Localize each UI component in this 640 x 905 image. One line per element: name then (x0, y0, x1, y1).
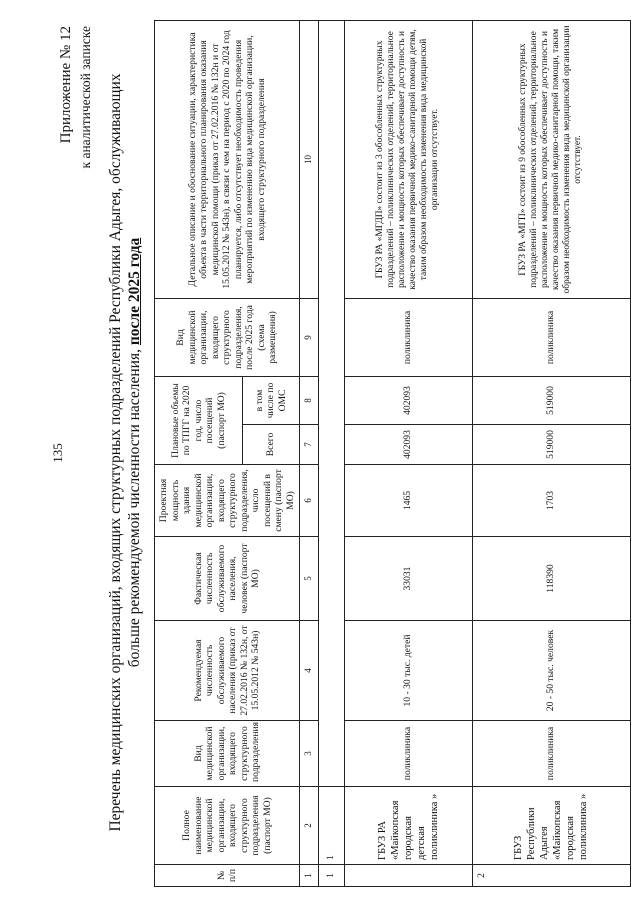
column-number: 6 (300, 465, 319, 537)
appendix-note (56, 26, 96, 168)
org-recommended: 20 - 50 тыс. человек (472, 621, 630, 721)
table-row (472, 20, 630, 886)
org-capacity: 1465 (344, 465, 472, 537)
org-kind-after: поликлиника (344, 298, 472, 376)
org-name: ГБУЗ Республики Адыгея «Майкопская городская поликлиника » (472, 787, 630, 865)
org-planned-total: 402093 (344, 425, 472, 465)
organizations-table (154, 20, 631, 887)
header-name: Полное наименование медицинской организации, входящего структурного подразделения (паспорт МО) (155, 787, 300, 865)
column-number: 1 (300, 865, 319, 887)
org-name: ГБУЗ РА «Майкопская городская детская поликлиника » (344, 787, 472, 865)
header-description: Детальное описание и обоснование ситуации, характеристика объекта в части территориального планирования оказания медицинской помощи (приказ от 27.02.2016 № 132н и от 15.05.2012 № 543н), в связи с чем на период с 2020 по 2024 год планируется, либо отсутствует необходимость проведения мероприятий по изменению вида медицинской организации, входящего структурного подразделения (155, 20, 300, 298)
column-number: 9 (300, 298, 319, 376)
header-kind: Вид медицинской организации, входящего структурного подразделения (155, 721, 300, 787)
heading-emphasis: после 2025 года (126, 237, 143, 346)
header-actual: Фактическая численность обслуживаемого населения, человек (паспорт МО) (155, 537, 300, 621)
table-row (344, 20, 472, 886)
header-planned-group: Плановые объемы по ТПГГ на 2020 год, число посещений (паспорт МО) (155, 376, 243, 464)
org-description: ГБУЗ РА «МГДП» состоит из 3 обособленных структурных подразделений – поликлинических отделений, территориальное расположение и мощность которых обеспечивает доступность и качество оказания первичной медико-санитарной помощи детям, таким образом необходимость изменения вида медицинской организации отсутствует. (344, 20, 472, 298)
document-heading (106, 40, 144, 865)
header-row (155, 20, 243, 886)
header-kind-after: Вид медицинской организации, входящего структурного подразделения, после 2025 года (схема размещения) (155, 298, 300, 376)
column-number: 2 (300, 787, 319, 865)
page-number: 135 (50, 443, 65, 463)
org-kind-after: поликлиника (472, 298, 630, 376)
column-number: 3 (300, 721, 319, 787)
column-number: 5 (300, 537, 319, 621)
header-recommended: Рекомендуемая численность обслуживаемого населения (приказ от 27.02.2016 № 132н, от 15.05.2012 № 543н) (155, 621, 300, 721)
header-planned-oms: в том числе по ОМС (243, 376, 300, 424)
appendix-subtitle: к аналитической записке (78, 26, 93, 169)
org-recommended: 10 - 30 тыс. детей (344, 621, 472, 721)
column-number-row (300, 20, 319, 886)
heading-line-2 (125, 40, 144, 865)
org-kind: поликлиника (344, 721, 472, 787)
org-actual: 33031 (344, 537, 472, 621)
row-index: 1 (318, 865, 344, 887)
column-number: 10 (300, 20, 319, 298)
row-index-extra: 1 (318, 787, 344, 865)
table-row-index (318, 20, 344, 886)
header-capacity: Проектная мощность здания медицинской организации, входящего структурного подразделения, число посещений в смену (паспорт МО) (155, 465, 300, 537)
row-index: 2 (472, 865, 630, 887)
org-planned-oms: 402093 (344, 376, 472, 424)
org-description: ГБУЗ РА «МГП» состоит из 9 обособленных структурных подразделений – поликлинических отделений, территориальное расположение и мощность которых обеспечивает доступность и качество оказания первичной медико-санитарной помощи, таким образом необходимость изменения вида медицинской организации отсутствует. (472, 20, 630, 298)
column-number: 8 (300, 376, 319, 424)
heading-line-1: Перечень медицинских организаций, входящих структурных подразделений Республики Адыгея, обслуживающих (107, 73, 124, 832)
appendix-title: Приложение № 12 (58, 26, 74, 144)
org-planned-oms: 519000 (472, 376, 630, 424)
row-spacer (318, 20, 344, 786)
column-number: 7 (300, 425, 319, 465)
org-kind: поликлиника (472, 721, 630, 787)
header-index: № п/п (155, 865, 300, 887)
header-planned-total: Всего (243, 425, 300, 465)
org-planned-total: 519000 (472, 425, 630, 465)
heading-line-2-text: больше рекомендуемой численности населения, (126, 349, 143, 668)
row-index-cell (344, 865, 472, 887)
org-capacity: 1703 (472, 465, 630, 537)
org-actual: 118390 (472, 537, 630, 621)
column-number: 4 (300, 621, 319, 721)
